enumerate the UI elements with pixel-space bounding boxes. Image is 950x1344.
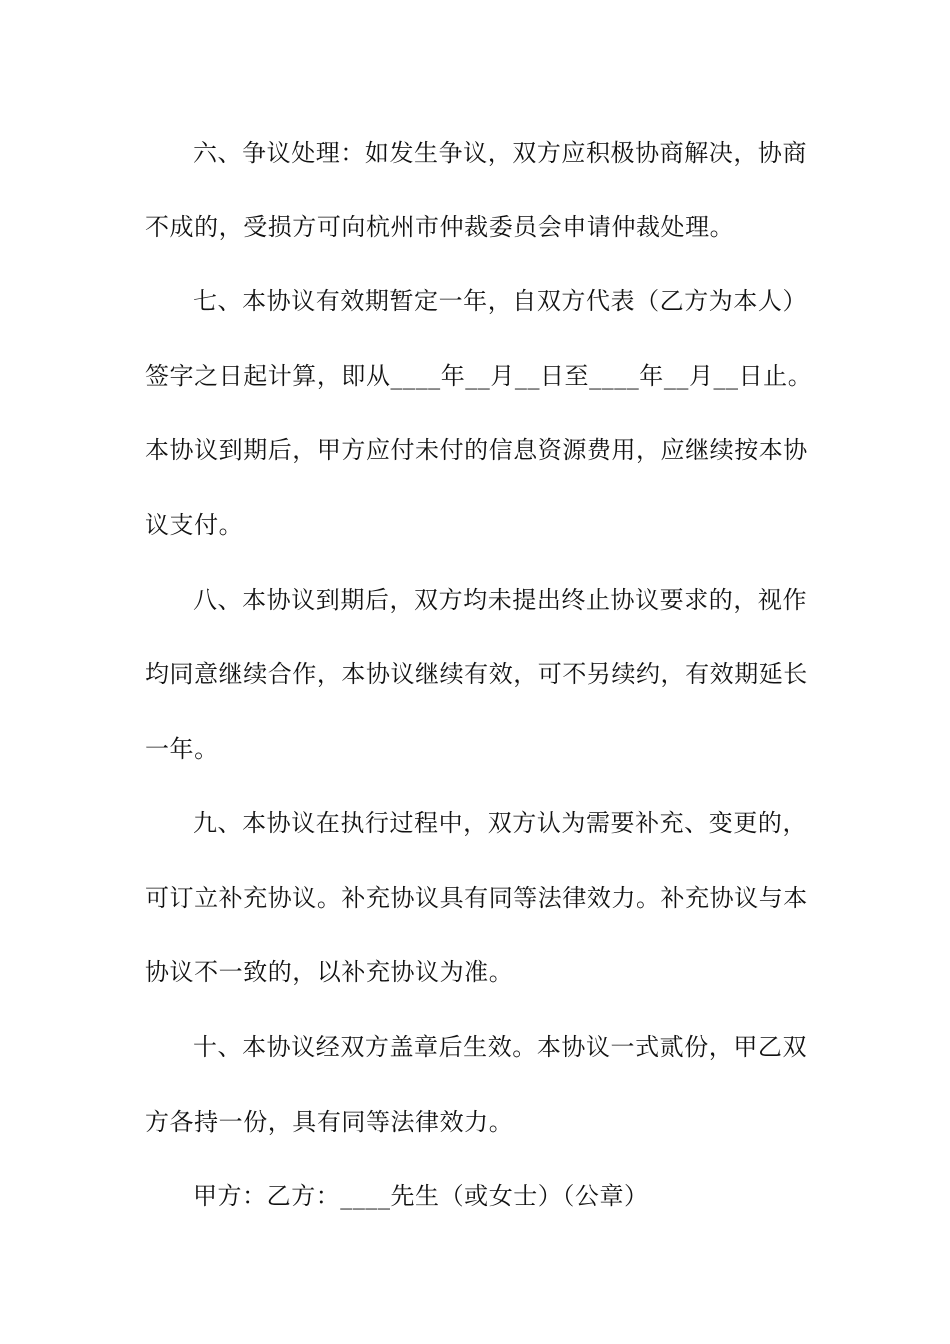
clause-8-line-3: 一年。 — [145, 735, 219, 763]
clause-6-line-2: 不成的，受损方可向杭州市仲裁委员会申请仲裁处理。 — [145, 213, 735, 241]
clause-7-line-1: 七、本协议有效期暂定一年，自双方代表（乙方为本人） — [193, 287, 807, 315]
signature-line: 甲方：乙方：____先生（或女士）（公章） — [193, 1182, 649, 1210]
clause-10-line-2: 方各持一份，具有同等法律效力。 — [145, 1108, 514, 1136]
clause-7-line-3: 本协议到期后，甲方应付未付的信息资源费用，应继续按本协 — [145, 436, 808, 464]
clause-7-line-4: 议支付。 — [145, 511, 244, 539]
clause-8-line-2: 均同意继续合作，本协议继续有效，可不另续约，有效期延长 — [145, 660, 808, 688]
clause-9-line-1: 九、本协议在执行过程中，双方认为需要补充、变更的， — [193, 809, 807, 837]
clause-7-line-2: 签字之日起计算，即从____年__月__日至____年__月__日止。 — [145, 362, 813, 390]
clause-9-line-2: 可订立补充协议。补充协议具有同等法律效力。补充协议与本 — [145, 884, 808, 912]
clause-10-line-1: 十、本协议经双方盖章后生效。本协议一式贰份，甲乙双 — [193, 1033, 807, 1061]
clause-9-line-3: 协议不一致的，以补充协议为准。 — [145, 958, 514, 986]
clause-6-line-1: 六、争议处理：如发生争议，双方应积极协商解决，协商 — [193, 139, 807, 167]
clause-8-line-1: 八、本协议到期后，双方均未提出终止协议要求的，视作 — [193, 586, 807, 614]
